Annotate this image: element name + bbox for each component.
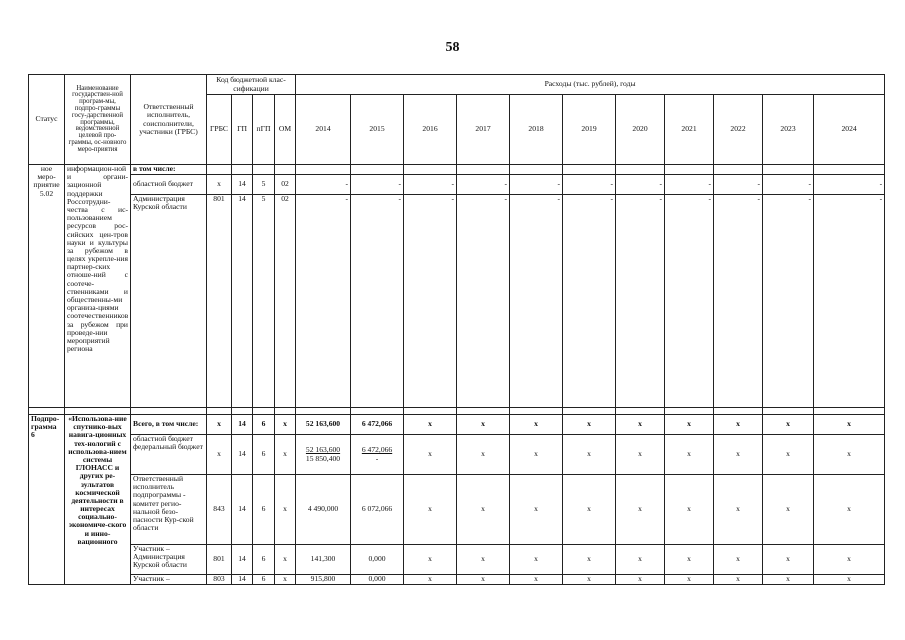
value-cell: х bbox=[814, 475, 885, 545]
budget-table-sheet bbox=[28, 74, 884, 597]
executor-cell: в том числе: bbox=[131, 165, 207, 175]
value-cell: - bbox=[814, 195, 885, 408]
header-year: 2020 bbox=[616, 95, 665, 165]
table-row bbox=[29, 195, 885, 408]
value-cell: х bbox=[510, 475, 563, 545]
value-cell: - bbox=[404, 175, 457, 195]
value-cell: х bbox=[665, 475, 714, 545]
value-cell: х bbox=[510, 545, 563, 575]
value-cell: х bbox=[814, 415, 885, 435]
value-cell: - bbox=[351, 195, 404, 408]
value-cell: х bbox=[563, 575, 616, 585]
regional-budget-value: 6 472,066 bbox=[361, 445, 393, 455]
pgp-cell: 6 bbox=[253, 475, 275, 545]
value-cell: х bbox=[616, 415, 665, 435]
name-cell: информацион-ной и органи-зационной поддержки Россотрудни-чества с ис-пользованием ресурсов рос-сийских цен-тров науки и культуры за рубежом в целях укрепле-ния партнер-ских отноше-ний с соотече-ственниками и общественны-ми организа-циями соотечественников за рубежом при проведе-нии мероприятий региона bbox=[65, 165, 131, 408]
value-cell: х bbox=[763, 575, 814, 585]
value-cell: х bbox=[404, 475, 457, 545]
value-cell: 6 472,066 bbox=[351, 415, 404, 435]
gp-cell: 14 bbox=[232, 435, 253, 475]
om-cell: х bbox=[275, 575, 296, 585]
value-cell: - bbox=[296, 175, 351, 195]
value-cell: х bbox=[510, 415, 563, 435]
value-cell: 0,000 bbox=[351, 575, 404, 585]
value-cell: х bbox=[404, 575, 457, 585]
section-spacer bbox=[29, 408, 885, 415]
value-cell: х bbox=[814, 545, 885, 575]
header-year: 2019 bbox=[563, 95, 616, 165]
om-cell: х bbox=[275, 415, 296, 435]
executor-cell: областной бюджет федеральный бюджет bbox=[131, 435, 207, 475]
value-cell: х bbox=[616, 475, 665, 545]
grbs-cell: 801 bbox=[207, 195, 232, 408]
value-cell: - bbox=[616, 195, 665, 408]
header-year: 2023 bbox=[763, 95, 814, 165]
executor-cell: Участник – Администрация Курской области bbox=[131, 545, 207, 575]
value-cell: 4 490,000 bbox=[296, 475, 351, 545]
value-cell: х bbox=[814, 435, 885, 475]
value-cell: х bbox=[665, 545, 714, 575]
value-cell: - bbox=[457, 195, 510, 408]
table-row bbox=[29, 545, 885, 575]
value-cell: х bbox=[457, 475, 510, 545]
value-cell: - bbox=[616, 175, 665, 195]
value-cell: х bbox=[665, 435, 714, 475]
grbs-cell: 843 bbox=[207, 475, 232, 545]
table-row bbox=[29, 415, 885, 435]
executor-cell: областной бюджет bbox=[131, 175, 207, 195]
value-cell: х bbox=[714, 475, 763, 545]
pgp-cell: 6 bbox=[253, 435, 275, 475]
value-cell: - bbox=[510, 175, 563, 195]
value-cell: - bbox=[714, 195, 763, 408]
value-cell: х bbox=[457, 415, 510, 435]
regional-budget-value: 52 163,600 bbox=[305, 445, 341, 455]
executor-cell: Всего, в том числе: bbox=[131, 415, 207, 435]
pgp-cell: 5 bbox=[253, 175, 275, 195]
grbs-cell: х bbox=[207, 415, 232, 435]
table-row bbox=[29, 575, 885, 585]
value-cell: х bbox=[404, 415, 457, 435]
header-year: 2021 bbox=[665, 95, 714, 165]
gp-cell: 14 bbox=[232, 475, 253, 545]
value-cell: х bbox=[457, 435, 510, 475]
gp-cell: 14 bbox=[232, 195, 253, 408]
header-gp: ГП bbox=[232, 95, 253, 165]
header-row-1 bbox=[29, 75, 885, 95]
value-cell: х bbox=[714, 415, 763, 435]
pgp-cell: 6 bbox=[253, 575, 275, 585]
value-cell: - bbox=[404, 195, 457, 408]
value-cell: - bbox=[665, 175, 714, 195]
header-grbs: ГРБС bbox=[207, 95, 232, 165]
value-cell: х bbox=[457, 575, 510, 585]
value-cell: х bbox=[616, 545, 665, 575]
header-year: 2014 bbox=[296, 95, 351, 165]
value-cell: х bbox=[563, 545, 616, 575]
value-cell: 915,800 bbox=[296, 575, 351, 585]
value-cell: 0,000 bbox=[351, 545, 404, 575]
value-cell bbox=[351, 435, 404, 475]
om-cell: 02 bbox=[275, 195, 296, 408]
value-cell: х bbox=[814, 575, 885, 585]
executor-cell: Участник – bbox=[131, 575, 207, 585]
value-cell: - bbox=[510, 195, 563, 408]
header-expenses: Расходы (тыс. рублей), годы bbox=[296, 75, 885, 95]
value-cell: х bbox=[763, 415, 814, 435]
value-cell: х bbox=[665, 415, 714, 435]
page-number: 58 bbox=[445, 40, 460, 55]
value-cell: х bbox=[763, 545, 814, 575]
value-cell: - bbox=[457, 175, 510, 195]
value-cell: х bbox=[763, 475, 814, 545]
value-cell: - bbox=[563, 175, 616, 195]
gp-cell: 14 bbox=[232, 175, 253, 195]
value-cell: х bbox=[510, 575, 563, 585]
value-cell: - bbox=[763, 175, 814, 195]
value-cell: х bbox=[714, 435, 763, 475]
gp-cell: 14 bbox=[232, 545, 253, 575]
executor-cell: Ответственный исполнитель подпрограммы - комитет регио-нальной безо-пасности Кур-ской области bbox=[131, 475, 207, 545]
value-cell: х bbox=[563, 475, 616, 545]
header-name: Наименование государствен-ной програм-мы, подпро-граммы госу-дарственной программы, ведомственной целевой про-граммы, ос-новного меро-приятия bbox=[65, 75, 131, 165]
value-cell: х bbox=[763, 435, 814, 475]
header-year: 2022 bbox=[714, 95, 763, 165]
value-cell: х bbox=[510, 435, 563, 475]
value-cell bbox=[296, 435, 351, 475]
table-row bbox=[29, 165, 885, 175]
header-om: ОМ bbox=[275, 95, 296, 165]
grbs-cell: 801 bbox=[207, 545, 232, 575]
header-budget-code: Код бюджетной клас-сификации bbox=[207, 75, 296, 95]
federal-budget-value: - bbox=[375, 453, 379, 463]
value-cell: х bbox=[404, 435, 457, 475]
header-executor: Ответственный исполнитель, соисполнители, участники (ГРБС) bbox=[131, 75, 207, 165]
header-year: 2016 bbox=[404, 95, 457, 165]
value-cell: - bbox=[814, 175, 885, 195]
budget-table bbox=[28, 74, 885, 585]
value-cell: 141,300 bbox=[296, 545, 351, 575]
value-cell: - bbox=[296, 195, 351, 408]
pgp-cell: 5 bbox=[253, 195, 275, 408]
value-cell: - bbox=[563, 195, 616, 408]
om-cell: 02 bbox=[275, 175, 296, 195]
header-status: Статус bbox=[29, 75, 65, 165]
grbs-cell: х bbox=[207, 435, 232, 475]
gp-cell: 14 bbox=[232, 575, 253, 585]
table-row bbox=[29, 475, 885, 545]
value-cell: х bbox=[616, 575, 665, 585]
value-cell: - bbox=[665, 195, 714, 408]
value-cell: х bbox=[714, 545, 763, 575]
value-cell: х bbox=[616, 435, 665, 475]
value-cell: х bbox=[404, 545, 457, 575]
header-year: 2015 bbox=[351, 95, 404, 165]
value-cell: 6 072,066 bbox=[351, 475, 404, 545]
om-cell: х bbox=[275, 475, 296, 545]
grbs-cell: х bbox=[207, 175, 232, 195]
header-year: 2024 bbox=[814, 95, 885, 165]
gp-cell: 14 bbox=[232, 415, 253, 435]
status-cell: Подпро-грамма 6 bbox=[29, 415, 65, 585]
federal-budget-value: 15 850,400 bbox=[305, 453, 341, 463]
pgp-cell: 6 bbox=[253, 545, 275, 575]
om-cell: х bbox=[275, 435, 296, 475]
value-cell: х bbox=[665, 575, 714, 585]
name-cell: «Использова-ние спутнико-вых навига-ционных тех-нологий с использова-нием системы ГЛОНАСС и других ре-зультатов космической деятельности в интересах социально-экономиче-ского и инно-вационного bbox=[65, 415, 131, 585]
value-cell: х bbox=[457, 545, 510, 575]
table-row bbox=[29, 435, 885, 475]
grbs-cell: 803 bbox=[207, 575, 232, 585]
header-year: 2017 bbox=[457, 95, 510, 165]
value-cell: 52 163,600 bbox=[296, 415, 351, 435]
value-cell: - bbox=[351, 175, 404, 195]
status-cell: ное меро-приятие 5.02 bbox=[29, 165, 65, 408]
header-year: 2018 bbox=[510, 95, 563, 165]
value-cell: - bbox=[714, 175, 763, 195]
om-cell: х bbox=[275, 545, 296, 575]
pgp-cell: 6 bbox=[253, 415, 275, 435]
value-cell: - bbox=[763, 195, 814, 408]
value-cell: х bbox=[563, 435, 616, 475]
executor-cell: Администрация Курской области bbox=[131, 195, 207, 408]
header-pgp: пГП bbox=[253, 95, 275, 165]
value-cell: х bbox=[563, 415, 616, 435]
value-cell: х bbox=[714, 575, 763, 585]
table-row bbox=[29, 175, 885, 195]
